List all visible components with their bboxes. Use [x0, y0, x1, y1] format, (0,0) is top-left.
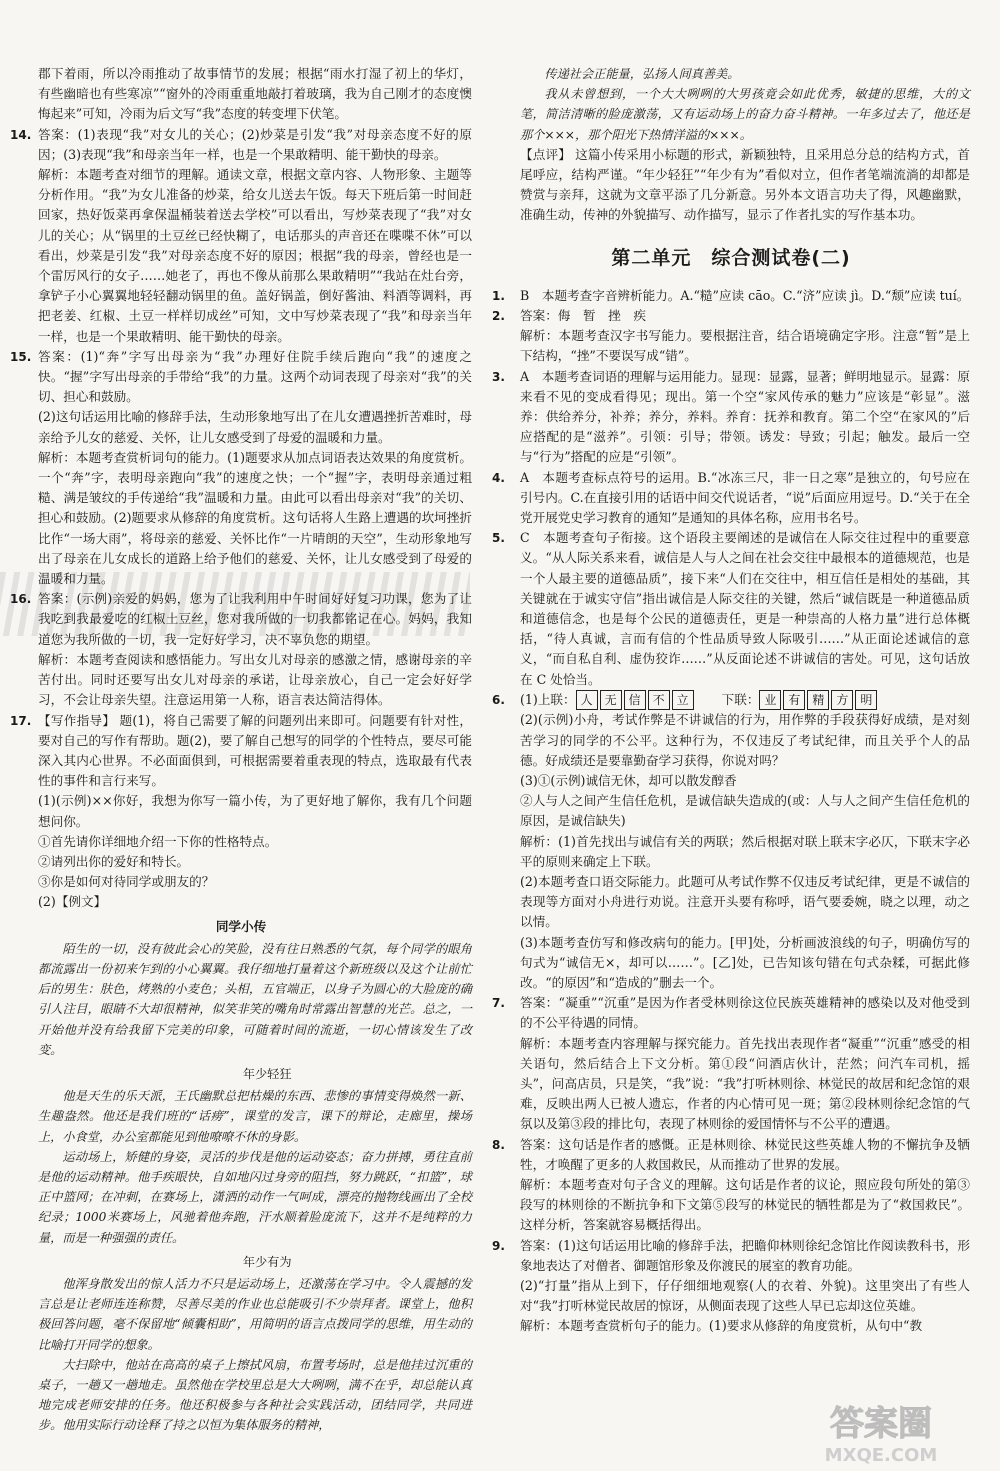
question-line: ②请列出你的爱好和特长。	[38, 853, 190, 869]
question-line: 解析：本题考查赏析句子的能力。(1)要求从修辞的角度赏析，从句中“教	[520, 1318, 923, 1334]
watermark-text-bottom: MXQE.COM	[824, 1445, 938, 1466]
question-line: 8. 答案：这句话是作者的感慨。正是林则徐、林觉民这些英雄人物的不懈抗争及牺牲，才唤醒了更多的人救国救民，从而推动了世界的发展。	[492, 1136, 970, 1172]
couplet-char: 立	[672, 690, 694, 710]
watermark-logo	[776, 1397, 986, 1467]
question-number: 16.	[10, 592, 32, 607]
question-line: 9. 答案：(1)这句话运用比喻的修辞手法，把瞻仰林则徐纪念馆比作阅读教科书，形象地表达了对僧者、御题馆形象及你渡民的展室的教育功能。	[492, 1237, 970, 1273]
couplet-char: 明	[855, 690, 877, 710]
question-line: (2)本题考查口语交际能力。此题可从考试作弊不仅违反考试纪律，更是不诚信的表现等方面对小舟进行劝说。注意开头要有称呼，语气要委婉，晓之以理，动之以情。	[520, 874, 970, 930]
question-line: 16. 答案：(示例)亲爱的妈妈，您为了让我利用中午时间好好复习功课，您为了让我吃到我最爱吃的红椒土豆丝，您对我所做的一切我都铭记在心。妈妈，我知道您为我所做的一切，我一定好好学习，决不辜负您的期望。	[10, 591, 472, 647]
couplet-char: 人	[576, 690, 598, 710]
left-column	[10, 64, 472, 1436]
unit-title: 第二单元 综合测试卷(二)	[611, 246, 851, 269]
question-number: 2.	[492, 309, 505, 324]
question-line: (3)①(示例)诚信无休，却可以散发醇香	[520, 773, 737, 788]
question-line: 解析：(1)首先找出与诚信有关的两联；然后根据对联上联末字必仄，下联末字必平的原则来确定上下联。	[520, 833, 970, 869]
question-line: ①首先请你详细地介绍一下你的性格特点。	[38, 833, 278, 849]
essay-section-heading: 年少轻狂	[242, 1066, 292, 1081]
couplet-up	[576, 690, 694, 710]
question-line: (2)(示例)小舟，考试作弊是不讲诚信的行为，用作弊的手段获得好成绩，是对刻苦学习的同学的不公平。这种行为，不仅违反了考试纪律，而且关乎个人的品德。好成绩还是要靠勤奋学习获得，你说对吗？	[520, 712, 970, 768]
essay-paragraph: 他是天生的乐天派，王氏幽默总把枯燥的东西、悲惨的事情变得焕然一新、生趣盎然。他还是我们班的“话痨”，课堂的发言，课下的辩论，走廊里，操场上，小食堂，办公室都能见到他嘹嘹不休的身影。	[38, 1089, 472, 1144]
right-column	[492, 64, 970, 1337]
couplet-char: 无	[600, 690, 622, 710]
couplet-label-up: (1)上联：	[520, 691, 576, 707]
question-line: (3)本题考查仿写和修改病句的能力。[甲]处，分析画波浪线的句子，明确仿写的句式为“诚信无×，却可以……”。[乙]处，已告知该句错在句式杂糅，可据此修改。“的原因”和“造成的”删去一个。	[520, 934, 970, 991]
question-line: 解析：本题考查阅读和感悟能力。写出女儿对母亲的感激之情，感谢母亲的辛苦付出。同时还要写出女儿对母亲的承诺，让母亲放心，自己一定会好好学习，不会让母亲失望。注意运用第一人称，语言表达简洁得体。	[38, 651, 472, 708]
question-line: 2. 答案：侮 暂 挫 疾	[492, 306, 970, 326]
question-line: 解析：本题考查内容理解与探究能力。首先找出表现作者“凝重”“沉重”感受的相关语句，然后结合上下文分析。第①段“问酒店伙计，茫然；问汽车司机，摇头”，问高店员，只是笑，“我”说：“我”打听林则徐、林觉民的故居和纪念馆的艰难，反映出两人已被人遗忘，作者的内心情可见一斑；第②段林则徐纪念馆的气氛以及第③段的排比句，表现了林则徐的爱国情怀与不公平的遭遇。	[520, 1035, 970, 1132]
question-number: 6.	[492, 692, 505, 707]
question-line: 17. 【写作指导】 题(1)，将自己需要了解的问题列出来即可。问题要有针对性，要对自己的写作有帮助。题(2)，要了解自己想写的同学的个性特点，要尽可能深入其内心世界。不必面面俱到，可根据需要着重表现的特点，选取最有代表性的事件和言行来写。	[10, 712, 472, 789]
essay-paragraph: 他浑身散发出的惊人活力不只是运动场上，还激荡在学习中。令人震撼的发言总是让老师连连称赞，尽善尽美的作业也总能吸引不少崇拜者。课堂上，他积极回答问题，毫不保留地“倾囊相助”，用简明的语言点拨同学的思维，用生动的比喻打开同学的想象。	[38, 1276, 472, 1352]
couplet-char: 有	[783, 690, 805, 710]
question-line: 解析：本题考查对细节的理解。通读文章，根据文章内容、人物形象、主题等分析作用。“我”为女儿准备的炒菜，给女儿送去午饭。每天下班后第一时间赶回家，热好饭菜再拿保温桶装着送去学校”可以看出，写炒菜表现了“我”对女儿的关心；从“锅里的土豆丝已经快糊了，电话那头的声音还在喋喋不休”可以看出，炒菜是引发“我”对母亲态度不好的原因；根据“我的母亲，曾经也是一个雷厉风行的女子……她老了，再也不像从前那么果敢精明”“我站在灶台旁，拿铲子小心翼翼地轻轻翻动锅里的鱼。盖好锅盖，倒好酱油、料酒等调料，再把老姜、红椒、土豆一样样切成丝”可知，文中写炒菜表现了“我”和母亲当年一样，也是一个果敢精明、能干勤快的母亲。	[38, 167, 472, 344]
question-number: 3.	[492, 369, 505, 384]
question-line: 14. 答案：(1)表现“我”对女儿的关心；(2)炒菜是引发“我”对母亲态度不好的原因；(3)表现“我”和母亲当年一样，也是一个果敢精明、能干勤快的母亲。	[10, 126, 472, 162]
essay-section-heading: 年少有为	[242, 1254, 292, 1269]
essay-paragraph: 大扫除中，他站在高高的桌子上擦拭风扇，布置考场时，总是他挂过沉重的桌子，一趟又一趟地走。虽然他在学校里总是大大咧咧，满不在乎，却总能认真地完成老师安排的任务。他还积极参与各种社会实践活动，团结同学，共同进步。他用实际行动诠释了持之以恒为集体服务的精神，	[38, 1357, 472, 1433]
question-line: (2)【例文】	[38, 894, 107, 910]
essay-title: 同学小传	[215, 918, 267, 934]
question-number: 15.	[10, 349, 32, 364]
question-line: 解析：本题考查汉字书写能力。要根据注音，结合语境确定字形。注意“暂”是上下结构，“挫”不要误写成“错”。	[520, 328, 970, 364]
question-number: 8.	[492, 1137, 505, 1152]
intro-paragraph: 郡下着雨，所以冷雨推动了故事情节的发展；根据“雨水打湿了初上的华灯，有些幽暗也有些寒凉”“窗外的冷雨重重地敲打着玻璃，我为自己刚才的态度懊悔起来”可知，冷雨为后文写“我”态度的转变埋下伏笔。	[38, 66, 472, 122]
essay-paragraph: 陌生的一切，没有彼此会心的笑脸，没有往日熟悉的气氛，每个同学的眼角都流露出一份初来乍到的小心翼翼。我仔细地打量着这个新班级以及这个让前忙后的男生：肤色，烤熟的小麦色；头相，五官端正，以身子为圆心的大脸庞的确引人注目，眼睛不大却很精神，似笑非笑的嘴角时常露出智慧的光芒。总之，一开始他并没有给我留下完美的印象，可随着时间的流逝，一切心情该发生了改变。	[38, 941, 472, 1057]
couplet-char: 业	[759, 690, 781, 710]
question-line: 4. A 本题考查标点符号的运用。B.“冰冻三尺，非一日之寒”是独立的，句号应在引号内。C.在直接引用的话语中间交代说话者，“说”后面应用逗号。D.“关于在全党开展党史学习教育的通知”是通知的具体名称，应用书名号。	[492, 469, 970, 526]
question-line: 3. A 本题考查词语的理解与运用能力。显现：显露，显著；鲜明地显示。显露：原来看不见的变成看得见；现出。第一个空“家风传承的魅力”应该是“彰显”。滋养：供给养分，补养；养分，养料。养育：抚养和教育。第二个空“在家风的”后应搭配的是“滋养”。引领：引导；带领。诱发：导致；引起；触发。最后一空与“行为”搭配的应是“引领”。	[492, 368, 970, 465]
couplet-line	[492, 690, 970, 711]
question-number: 1.	[492, 288, 505, 303]
couplet-down	[759, 690, 877, 710]
watermark-text-top: 答案圈	[830, 1404, 932, 1444]
question-line: 1. B 本题考查字音辨析能力。A.“糙”应读 cāo。C.“济”应读 jì。D.“颓”应读 tuí。	[492, 286, 970, 306]
question-line: 7. 答案：“凝重”“沉重”是因为作者受林则徐这位民族英雄精神的感染以及对他受到的不公平待遇的同情。	[492, 995, 970, 1031]
question-number: 14.	[10, 127, 32, 142]
couplet-char: 信	[624, 690, 646, 710]
question-line: ③你是如何对待同学或朋友的？	[38, 874, 215, 890]
essay-paragraph: 运动场上，矫健的身姿，灵活的步伐是他的运动姿态；奋力拼搏，勇往直前是他的运动精神。他手疾眼快，自如地闪过身旁的阻挡，努力跳跃，“扣篮”，球正中篮网；在冲刺，在赛场上，潇洒的动作一气呵成，漂亮的抛物线画出了全校纪录；1000米赛场上，风驰着他奔跑，汗水顺着脸庞流下，这并不是纯粹的力量，而是一种强强的责任。	[38, 1149, 472, 1245]
couplet-char: 方	[831, 690, 853, 710]
couplet-char: 不	[648, 690, 670, 710]
essay-paragraph: 我从未曾想到，一个大大咧咧的大男孩竟会如此优秀，敏捷的思维，大的文笔，简洁清晰的脸庞激荡，又有运动场上的奋力奋斗精神。一年多过去了，他还是那个×××，那个阳光下热情洋溢的×××。	[520, 87, 970, 142]
question-line: (2)这句话运用比喻的修辞手法，生动形象地写出了在儿女遭遇挫折苦难时，母亲给予儿女的慈爱、关怀，让儿女感受到了母爱的温暖和力量。	[38, 409, 472, 445]
question-line: (2)“打量”指从上到下，仔仔细细地观察(人的衣着、外貌)。这里突出了有些人对“我”打听林觉民故居的惊讶，从侧面表现了这些人早已忘却这位英雄。	[520, 1278, 970, 1314]
question-line: 解析：本题考查赏析词句的能力。(1)题要求从加点词语表达效果的角度赏析。一个“奔”字，表明母亲跑向“我”的速度之快；一个“握”字，表明母亲通过粗糙、满是皱纹的手传递给“我”温暖和力量。由此可以看出母亲对“我”的关切、担心和鼓励。(2)题要求从修辞的角度赏析。这句话将人生路上遭遇的坎坷挫折比作“一场大雨”，将母亲的慈爱、关怀比作“一片晴朗的天空”，生动形象地写出了母亲在儿女成长的道路上给予他们的慈爱、关怀，让儿女感受到了母爱的温暖和力量。	[38, 449, 472, 587]
question-number: 7.	[492, 996, 505, 1011]
question-number: 9.	[492, 1238, 505, 1253]
essay-comment: 【点评】 这篇小传采用小标题的形式，新颖独特，且采用总分总的结构方式，首尾呼应，结构严谨。“年少轻狂”“年少有为”看似对立，但作者笔端流淌的却都是赞赏与亲拜，这就为文章平添了几分新意。另外本文语言功夫了得，风趣幽默，准确生动，传神的外貌描写、动作描写，显示了作者扎实的写作基本功。	[520, 146, 970, 223]
question-line: 解析：本题考查对句子含义的理解。这句话是作者的议论，照应段句所处的第③段写的林则徐的不断抗争和下文第⑤段写的林觉民的牺牲都是为了“救国救民”。这样分析，答案就容易概括得出。	[520, 1177, 970, 1233]
question-line: 5. C 本题考查句子衔接。这个语段主要阐述的是诚信在人际交往过程中的重要意义。“从人际关系来看，诚信是人与人之间在社会交往中最根本的道德规范，也是一个人最主要的道德品质”，接下来“人们在交往中，相互信任是相处的基础，其关键就在于诚实守信”指出诚信是人际交往的关键，然后“诚信既是一种道德品质和道德信念，也是每个公民的道德责任，更是一种崇高的人格力量”进行总体概括，“待人真诚，言而有信的个性品质导致人际吸引……”从正面论述诚信的意义，“而自私自利、虚伪狡诈……”从反面论述不讲诚信的害处。可见，这句话放在 C 处恰当。	[492, 530, 970, 687]
essay-body	[10, 939, 472, 1436]
essay-continuation	[492, 64, 970, 145]
question-line: (1)(示例)××你好，我想为你写一篇小传，为了更好地了解你，我有几个问题想问你。	[38, 793, 472, 829]
question-number: 17.	[10, 713, 32, 728]
question-number: 5.	[492, 531, 505, 546]
couplet-label-down: 下联：	[721, 691, 760, 707]
question-number: 4.	[492, 470, 505, 485]
couplet-char: 精	[807, 690, 829, 710]
essay-paragraph: 传递社会正能量，弘扬人间真善美。	[544, 67, 740, 81]
question-line: ②人与人之间产生信任危机，是诚信缺失造成的(或：人与人之间产生信任危机的原因，是诚信缺失)	[520, 793, 970, 829]
question-line: 15. 答案：(1)“奔”字写出母亲为“我”办理好住院手续后跑向“我”的速度之快。“握”字写出母亲的手带给“我”的力量。这两个动词表现了母亲对“我”的关切、担心和鼓励。	[10, 348, 472, 405]
